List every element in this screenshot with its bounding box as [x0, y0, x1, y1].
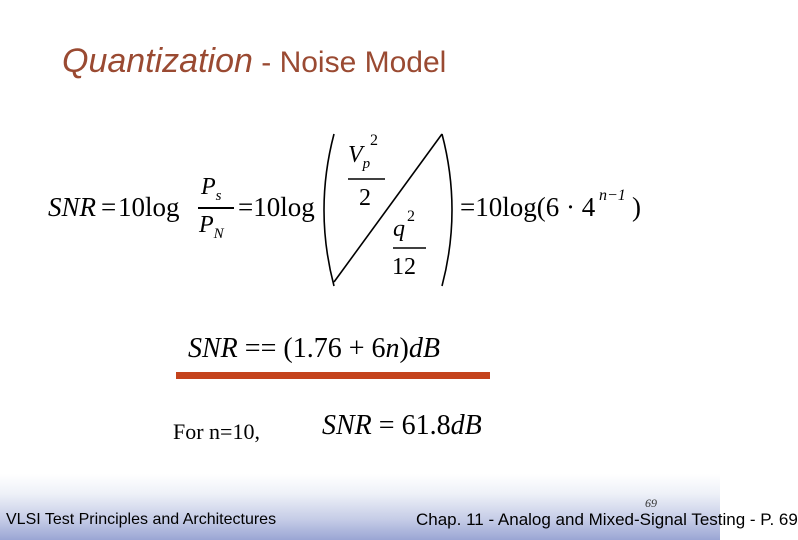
slide-title	[62, 42, 446, 81]
eq1-rhs: =10log(6 · 4	[460, 192, 596, 222]
eq1-frac-bar-a	[198, 207, 234, 209]
accent-bar	[176, 372, 490, 379]
title-italic: Quantization	[62, 42, 253, 80]
eq1-twelve: 12	[392, 254, 416, 280]
eq1-vp-exp: 2	[370, 132, 378, 149]
footer-left-text: VLSI Test Principles and Architectures	[6, 511, 277, 528]
eq1-rhs-exp: n−1	[599, 187, 626, 204]
eq1-equals: =	[101, 192, 117, 222]
eq1-pn: $P_N$	[199, 212, 224, 242]
eq1-big-paren	[318, 130, 458, 290]
eq1-two: 2	[359, 185, 371, 211]
snr-value-equation: SNR = 61.8dB	[322, 410, 482, 441]
footer-right-text: Chap. 11 - Analog and Mixed-Signal Testing - P. 69	[416, 510, 798, 529]
eq1-ps: $P_s$	[201, 174, 222, 204]
eq1-equals-10log-b: =10log	[238, 192, 315, 222]
eq1-rhs-close: )	[632, 192, 641, 222]
eq1-snr: SNR	[48, 192, 97, 222]
title-rest: - Noise Model	[252, 46, 447, 79]
for-n-label: For n=10,	[173, 419, 260, 444]
eq1-10log-a: 10log	[118, 192, 180, 222]
snr-result-equation: SNR == (1.76 + 6n)dB	[188, 333, 440, 364]
page-number: 69	[645, 496, 657, 510]
eq1-q-exp: 2	[407, 208, 415, 225]
eq1-q: q	[393, 216, 405, 242]
footer-band	[0, 474, 720, 540]
eq1-vp: $V_p$	[348, 142, 371, 172]
